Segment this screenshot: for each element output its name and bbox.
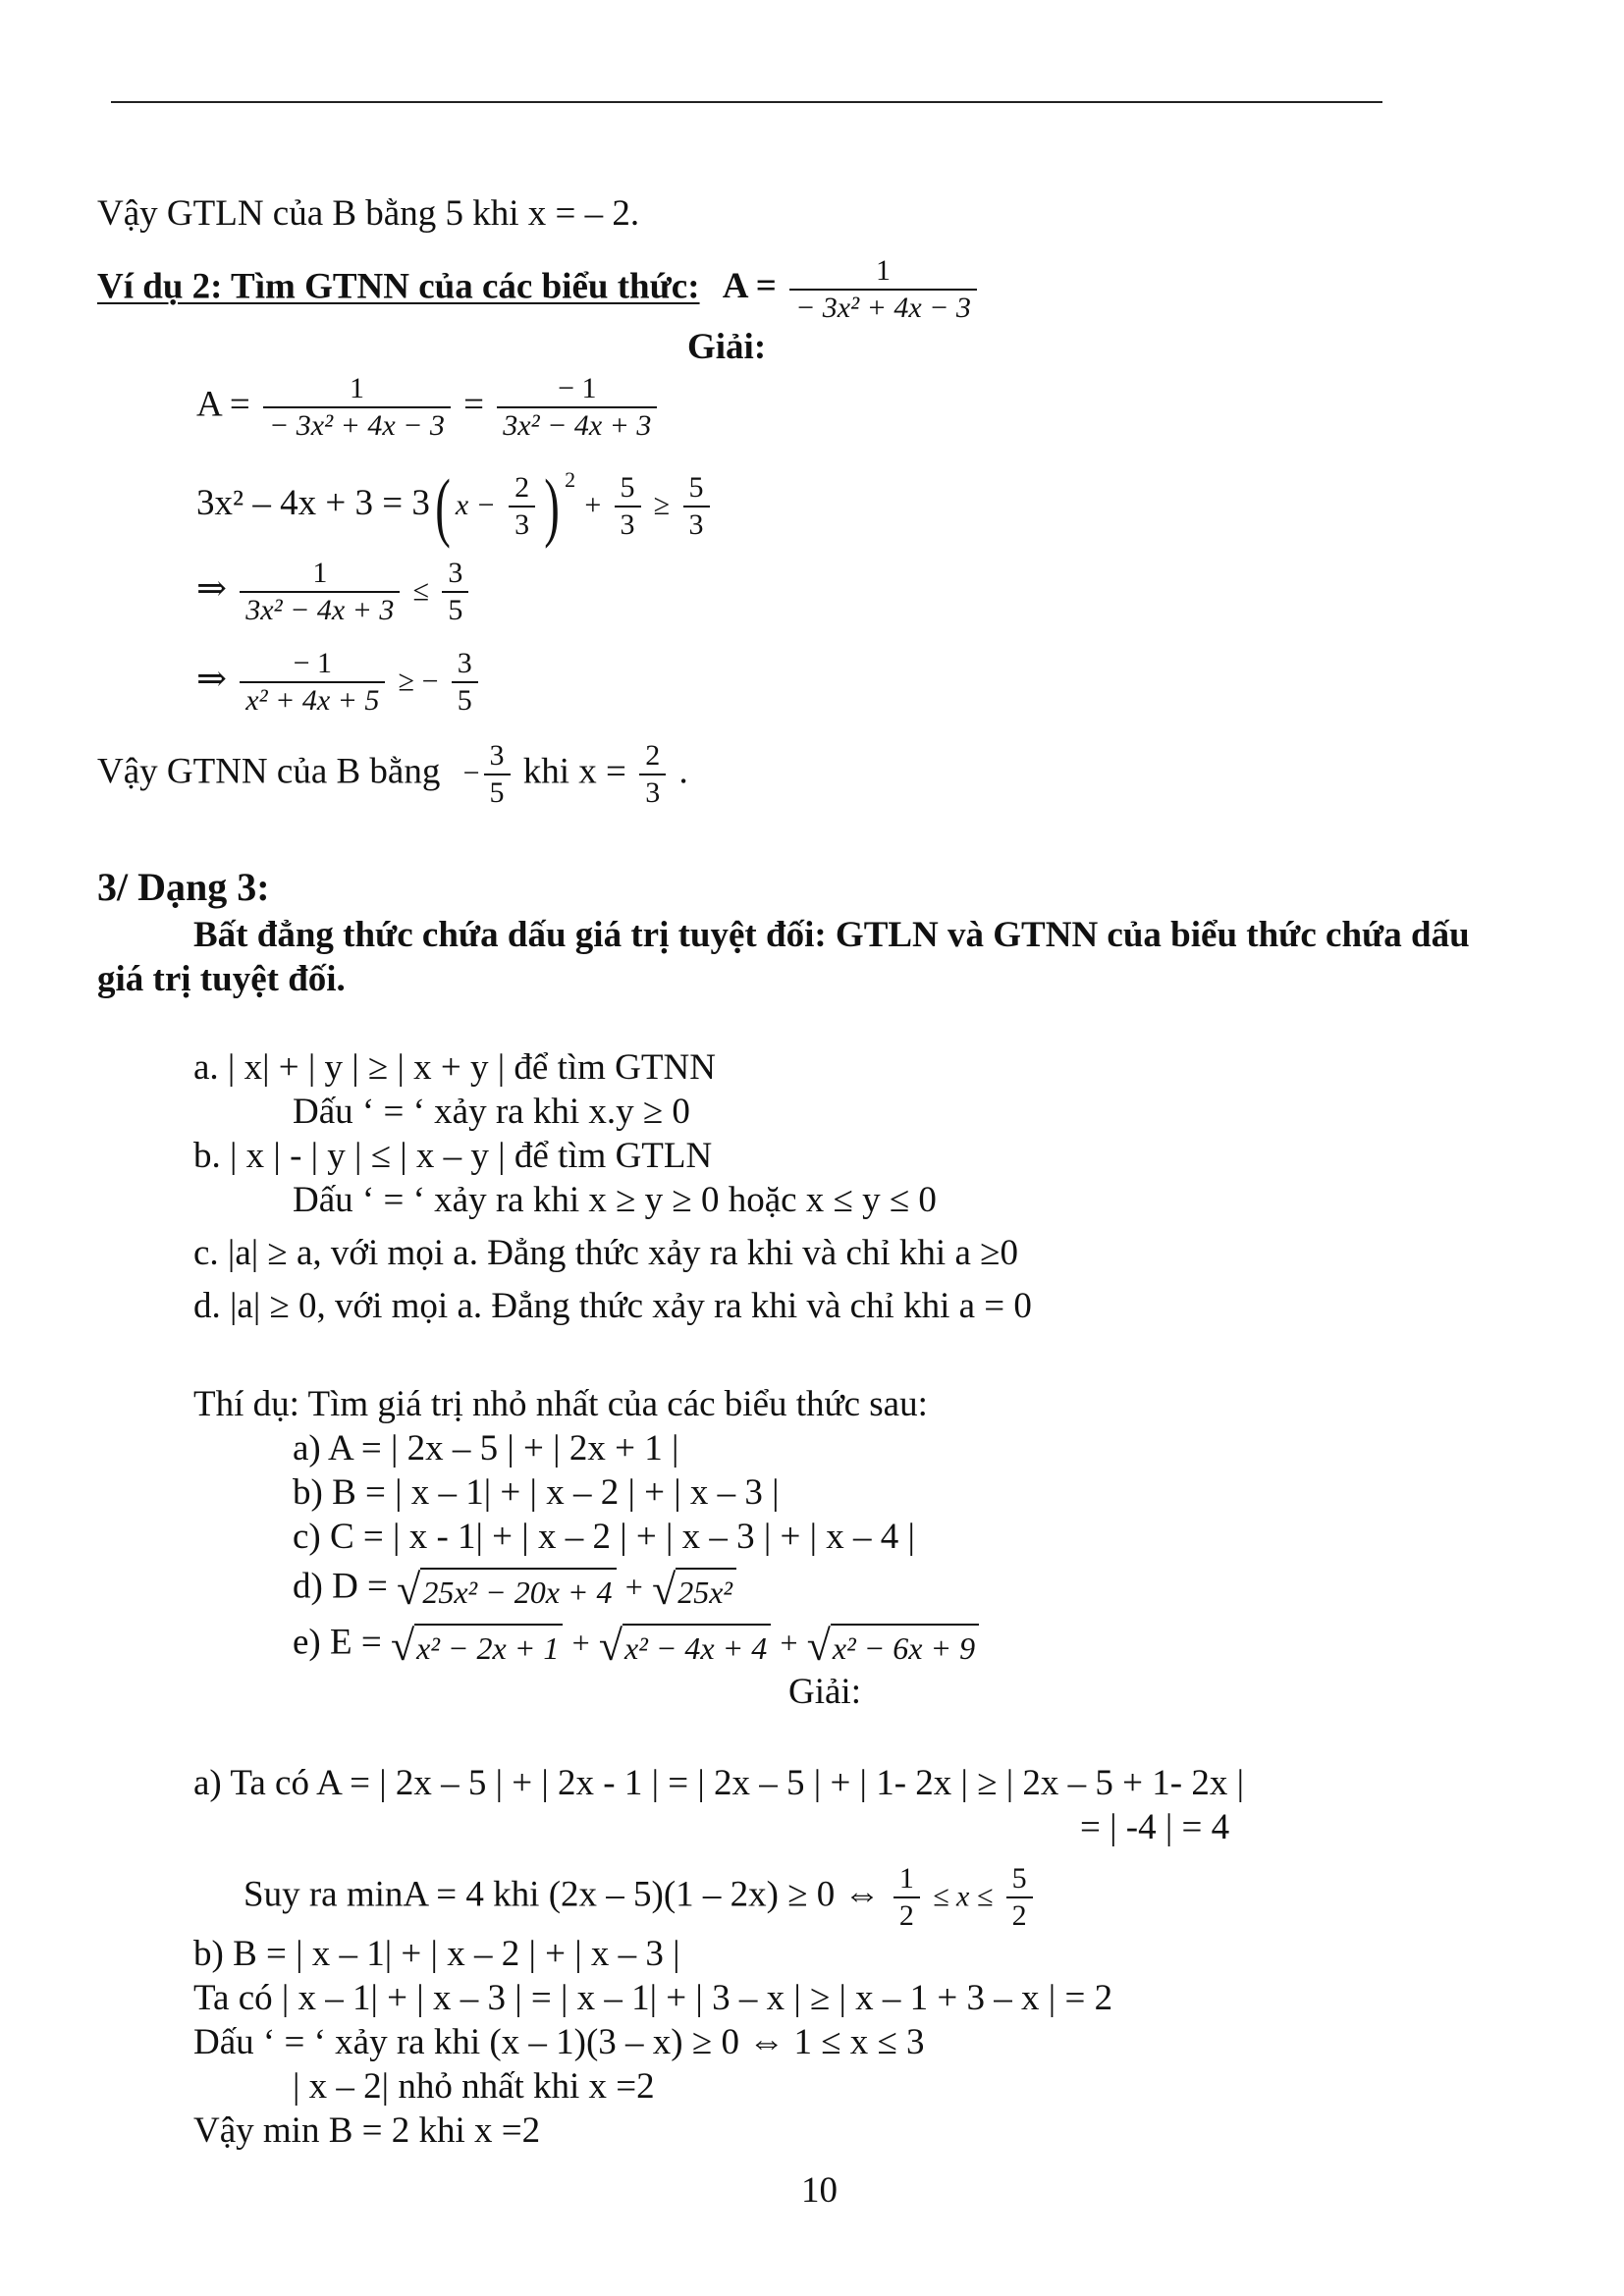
fraction-denominator: 3 [509,506,535,543]
exercise-e [293,1622,979,1669]
solution-b-line4: | x – 2| nhỏ nhất khi x =2 [293,2066,655,2107]
fraction-denominator: 3 [639,774,666,811]
section3-title: 3/ Dạng 3: [97,865,270,909]
step4-rhs-fraction [452,646,478,719]
solution-b-line3: Dấu ‘ = ‘ xảy ra khi (x – 1)(3 – x) ≥ 0 ⇔ 1 ≤ x ≤ 3 [193,2022,925,2062]
step3-relation: ≤ [412,574,430,608]
fraction-denominator: 5 [442,591,468,628]
example-intro: Thí dụ: Tìm giá trị nhỏ nhất của các biểu thức sau: [193,1384,928,1424]
radicand: 25x² [676,1568,736,1613]
fraction-numerator: 1 [312,557,328,589]
step1-fraction-2 [497,371,657,444]
exercise-d-label: d) D = [293,1566,388,1607]
step4-relation: ≥ − [398,665,439,698]
step1-line [196,371,661,444]
exercise-d [293,1566,736,1613]
rule-b: b. | x | - | y | ≤ | x – y | để tìm GTLN [193,1136,713,1176]
fraction-denominator: 2 [1006,1896,1033,1934]
radicand: 25x² − 20x + 4 [420,1568,616,1613]
example2-expr-lhs: A = [722,266,777,307]
step3-line [196,556,472,628]
fraction-numerator: 1 [875,254,891,287]
rule-b-equality: Dấu ‘ = ‘ xảy ra khi x ≥ y ≥ 0 hoặc x ≤ y ≤ 0 [293,1180,937,1220]
fraction-numerator: − 1 [293,647,333,679]
step1-lhs: A = [196,384,250,425]
example2-fraction [789,253,977,326]
right-paren: ) [544,462,560,549]
plus-sign: + [624,1569,643,1605]
fraction-denominator: x² + 4x + 5 [240,681,385,719]
sqrt-term-2: √25x² [652,1566,736,1613]
step2-fraction-1 [509,470,535,543]
radicand: x² − 6x + 9 [831,1624,979,1669]
solution-a-line3 [244,1861,1037,1934]
rule-d: d. |a| ≥ 0, với mọi a. Đẳng thức xảy ra khi và chỉ khi a = 0 [193,1286,1032,1326]
page-number: 10 [801,2170,838,2211]
step2-fraction-3 [683,470,710,543]
section3-solution-label: Giải: [788,1672,861,1712]
fraction-denominator: − 3x² + 4x − 3 [263,406,451,444]
example2-solution-label: Giải: [687,327,767,367]
header-rule [111,101,1382,103]
section3-desc-line2: giá trị tuyệt đối. [97,959,346,999]
step2-inner: x − [455,489,496,521]
step2-plus: + [584,489,602,521]
fraction-numerator: 1 [898,1862,914,1895]
solution-a-fraction-2 [1006,1861,1033,1934]
section3-desc-line1: Bất đẳng thức chứa dấu giá trị tuyệt đối: GTLN và GTNN của biểu thức chứa dấu [193,915,1470,955]
example2-conclusion [97,738,688,811]
fraction-numerator: − 1 [558,372,597,404]
solution-a-line1: a) Ta có A = | 2x – 5 | + | 2x - 1 | = | 2x – 5 | + | 1- 2x | ≥ | 2x – 5 + 1- 2x | [193,1763,1245,1803]
step3-fraction [240,556,400,628]
sqrt-term-2: √x² − 4x + 4 [599,1622,771,1669]
fraction-denominator: 3 [683,506,710,543]
fraction-denominator: 3x² − 4x + 3 [497,406,657,444]
rule-a-equality: Dấu ‘ = ‘ xảy ra khi x.y ≥ 0 [293,1092,690,1132]
fraction-numerator: 5 [620,470,635,504]
solution-a-interval: ≤ x ≤ [933,1880,994,1913]
plus-sign: + [571,1625,590,1661]
fraction-denominator: 2 [893,1896,920,1934]
step2-ge: ≥ [653,489,671,521]
left-paren: ( [435,462,451,549]
conclusion-value-fraction [484,738,511,811]
fraction-numerator: 3 [457,647,472,679]
conclusion-minus: − [462,757,480,790]
solution-a-text: Suy ra minA = 4 khi (2x – 5)(1 – 2x) ≥ 0 ⇔ [244,1874,881,1915]
implies-arrow: ⇒ [196,659,228,700]
exercise-c: c) C = | x - 1| + | x – 2 | + | x – 3 | + | x – 4 | [293,1517,915,1557]
fraction-denominator: 5 [452,681,478,719]
sqrt-term-1: √x² − 2x + 1 [391,1622,563,1669]
exercise-b: b) B = | x – 1| + | x – 2 | + | x – 3 | [293,1472,780,1513]
fraction-numerator: 2 [645,739,661,772]
step1-fraction-1 [263,371,451,444]
rule-a: a. | x| + | y | ≥ | x + y | để tìm GTNN [193,1047,716,1088]
fraction-numerator: 3 [448,557,463,589]
fraction-numerator: 1 [349,372,364,404]
plus-sign: + [780,1625,798,1661]
exercise-e-label: e) E = [293,1622,382,1663]
fraction-numerator: 2 [514,470,530,504]
conclusion-period: . [678,751,688,792]
step2-exponent: 2 [565,467,576,492]
step2-lhs: 3x² – 4x + 3 = 3 [196,483,430,523]
solution-b-line1: b) B = | x – 1| + | x – 2 | + | x – 3 | [193,1934,680,1974]
sqrt-term-1: √25x² − 20x + 4 [397,1566,616,1613]
conclusion-x-fraction [639,738,666,811]
fraction-denominator: 5 [484,774,511,811]
fraction-denominator: 3x² − 4x + 3 [240,591,400,628]
solution-a-line2: = | -4 | = 4 [1080,1807,1230,1847]
conclusion-text: Vậy GTNN của B bằng [97,751,441,792]
radicand: x² − 4x + 4 [623,1624,771,1669]
solution-b-line5: Vậy min B = 2 khi x =2 [193,2110,541,2151]
sqrt-term-3: √x² − 6x + 9 [807,1622,979,1669]
step2-line [196,459,714,549]
solution-a-fraction-1 [893,1861,920,1934]
rule-c: c. |a| ≥ a, với mọi a. Đẳng thức xảy ra khi và chỉ khi a ≥0 [193,1233,1018,1273]
solution-b-line2: Ta có | x – 1| + | x – 3 | = | x – 1| + | 3 – x | ≥ | x – 1 + 3 – x | = 2 [193,1978,1113,2018]
conclusion-when: khi x = [522,751,626,792]
implies-arrow: ⇒ [196,568,228,610]
example2-heading [97,253,981,326]
exercise-a: a) A = | 2x – 5 | + | 2x + 1 | [293,1428,679,1468]
fraction-numerator: 3 [489,739,505,772]
fraction-denominator: 3 [615,506,641,543]
radicand: x² − 2x + 1 [414,1624,563,1669]
intro-line: Vậy GTLN của B bằng 5 khi x = – 2. [97,193,640,234]
step4-fraction [240,646,385,719]
step3-rhs-fraction [442,556,468,628]
step1-equals: = [463,384,485,425]
step4-line [196,646,482,719]
fraction-numerator: 5 [688,470,704,504]
example2-heading-text: Ví dụ 2: Tìm GTNN của các biểu thức: [97,266,700,307]
step2-fraction-2 [615,470,641,543]
fraction-numerator: 5 [1011,1862,1027,1895]
fraction-denominator: − 3x² + 4x − 3 [789,289,977,326]
